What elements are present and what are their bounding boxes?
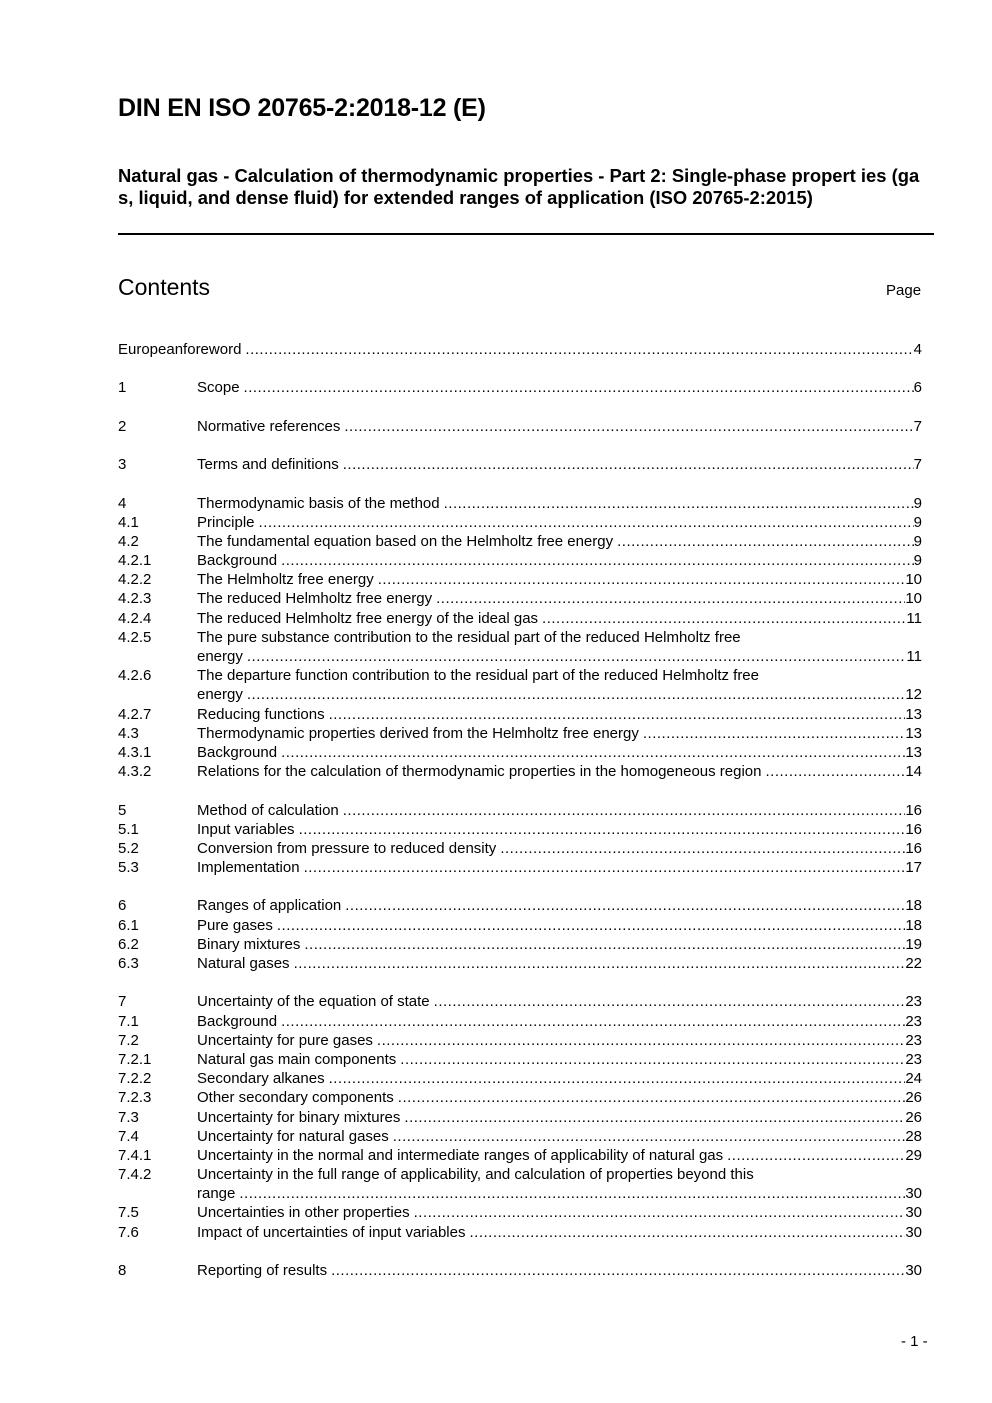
- toc-entry-title: Uncertainty for pure gases: [197, 1031, 373, 1049]
- toc-entry-number: 4.2.3: [118, 590, 152, 608]
- toc-entry-page: 18: [905, 916, 922, 934]
- toc-entry-title: Thermodynamic properties derived from the Helmholtz free energy: [197, 724, 639, 742]
- toc-entry-6-3[interactable]: [118, 954, 922, 973]
- toc-entry-7-1[interactable]: [118, 1012, 922, 1031]
- toc-entry-3[interactable]: [118, 455, 922, 474]
- toc-entry-page: 7: [913, 456, 922, 474]
- toc-entry-page: 30: [905, 1204, 922, 1222]
- toc-entry-4-2-7[interactable]: [118, 705, 922, 724]
- toc-entry-title: The reduced Helmholtz free energy of the ideal gas: [197, 609, 539, 627]
- toc-entry-4-2-3[interactable]: [118, 589, 922, 608]
- toc-leader-dots: [331, 1261, 905, 1280]
- toc-entry-page: 14: [905, 763, 922, 781]
- toc-entry-title: Ranges of application: [197, 897, 342, 915]
- toc-leader-dots: [378, 570, 906, 589]
- toc-leader-dots: [617, 532, 914, 551]
- toc-entry-number: 6.1: [118, 916, 139, 934]
- toc-entry-page: 10: [905, 590, 922, 608]
- toc-entry-1[interactable]: [118, 378, 922, 397]
- toc-entry-title: Reducing functions: [197, 705, 325, 723]
- toc-entry-7-4-1[interactable]: [118, 1146, 922, 1165]
- toc-entry-7-2-3[interactable]: [118, 1088, 922, 1107]
- toc-entry-4-3[interactable]: [118, 724, 922, 743]
- toc-entry-page: 11: [906, 648, 922, 665]
- toc-entry-4-2-6[interactable]: [118, 666, 922, 685]
- toc-entry-page: 11: [906, 609, 922, 627]
- toc-entry-7-2[interactable]: [118, 1031, 922, 1050]
- toc-entry-title: Normative references: [197, 417, 341, 435]
- toc-entry-title: Uncertainty for binary mixtures: [197, 1108, 401, 1126]
- toc-leader-dots: [281, 1012, 905, 1031]
- toc-entry-title: Impact of uncertainties of input variables: [197, 1223, 466, 1241]
- toc-leader-dots: [239, 1184, 905, 1203]
- toc-entry-page: 23: [905, 1012, 922, 1030]
- toc-entry-page: 13: [905, 705, 922, 723]
- toc-entry-number: 4.2: [118, 532, 139, 550]
- toc-entry-number: 4.3.1: [118, 743, 152, 761]
- toc-entry-number: 4.2.5: [118, 628, 152, 646]
- toc-entry-title: Natural gas main components: [197, 1050, 397, 1068]
- toc-entry-title: Background: [197, 743, 278, 761]
- toc-entry-title: Uncertainty in the normal and intermediate ranges of applicability of natural gas: [197, 1146, 724, 1164]
- title-rule: [118, 233, 934, 235]
- page-column-heading: Page: [886, 282, 922, 299]
- toc-entry-title: The fundamental equation based on the Helmholtz free energy: [197, 532, 614, 550]
- toc-entry-title: The departure function contribution to the residual part of the reduced Helmholtz free: [197, 667, 759, 685]
- toc-leader-dots: [304, 858, 906, 877]
- toc-entry-number: 8: [118, 1262, 127, 1279]
- toc-entry-page: 23: [905, 993, 922, 1011]
- toc-leader-dots: [281, 743, 905, 762]
- toc-entry-title: Natural gases: [197, 955, 290, 972]
- toc-entry-number: 4.2.2: [118, 571, 152, 589]
- toc-entry-title: Background: [197, 1012, 278, 1030]
- toc-leader-dots: [259, 513, 914, 532]
- toc-entry-5-2[interactable]: [118, 839, 922, 858]
- toc-entry-number: 7.2.3: [118, 1089, 152, 1107]
- table-of-contents: [118, 340, 922, 1280]
- toc-entry-6[interactable]: [118, 896, 922, 915]
- toc-entry-page: 16: [905, 839, 922, 857]
- toc-entry-7-4-2[interactable]: [118, 1165, 922, 1184]
- toc-entry-5-1[interactable]: [118, 820, 922, 839]
- toc-entry-page: 22: [905, 955, 922, 972]
- toc-entry-page: 9: [913, 552, 922, 570]
- toc-entry-number: 5.2: [118, 839, 139, 857]
- toc-leader-dots: [247, 647, 907, 666]
- toc-entry-title: Scope: [197, 379, 240, 397]
- toc-entry-title: Other secondary components: [197, 1089, 394, 1107]
- toc-entry-title: The Helmholtz free energy: [197, 571, 374, 589]
- toc-entry-number: 7.3: [118, 1108, 139, 1126]
- toc-entry-page: 9: [913, 513, 922, 531]
- toc-entry-page: 30: [905, 1223, 922, 1241]
- toc-entry-title: Uncertainty of the equation of state: [197, 993, 430, 1011]
- toc-entry-page: 6: [913, 379, 922, 397]
- toc-entry-title: Reporting of results: [197, 1262, 328, 1279]
- toc-entry-title: Uncertainty for natural gases: [197, 1127, 389, 1145]
- footer-page-number: - 1 -: [901, 1333, 928, 1350]
- toc-entry-number: 7: [118, 993, 127, 1011]
- toc-leader-dots: [444, 494, 914, 513]
- toc-entry-page: 23: [905, 1050, 922, 1068]
- toc-entry-4-2-1[interactable]: [118, 551, 922, 570]
- toc-entry-7-3[interactable]: [118, 1108, 922, 1127]
- toc-entry-number: 4.2.6: [118, 667, 152, 685]
- toc-leader-dots: [247, 685, 905, 704]
- toc-entry-5[interactable]: [118, 801, 922, 820]
- toc-entry-title: Conversion from pressure to reduced density: [197, 839, 497, 857]
- toc-entry-4-1[interactable]: [118, 513, 922, 532]
- toc-entry-page: 7: [913, 417, 922, 435]
- toc-entry-7[interactable]: [118, 992, 922, 1011]
- toc-entry-title: Relations for the calculation of thermodynamic properties in the homogeneous region: [197, 763, 762, 781]
- toc-entry-6-1[interactable]: [118, 916, 922, 935]
- toc-entry-number: 3: [118, 456, 127, 474]
- toc-entry-page: 12: [905, 686, 922, 704]
- toc-entry-page: 16: [905, 801, 922, 819]
- toc-entry-number: 4.2.4: [118, 609, 152, 627]
- toc-leader-dots: [400, 1050, 905, 1069]
- contents-heading: Contents: [118, 274, 211, 300]
- toc-leader-dots: [643, 724, 905, 743]
- toc-entry-page: 28: [905, 1127, 922, 1145]
- toc-leader-dots: [414, 1203, 906, 1222]
- toc-entry-4-2[interactable]: [118, 532, 922, 551]
- toc-entry-number: 4.2.1: [118, 552, 152, 570]
- toc-leader-dots: [343, 455, 914, 474]
- toc-entry-4-2-4[interactable]: [118, 609, 922, 628]
- toc-entry-number: 7.2: [118, 1031, 139, 1049]
- toc-leader-dots: [329, 1069, 906, 1088]
- toc-leader-dots: [766, 762, 906, 781]
- toc-entry-number: 6.2: [118, 935, 139, 953]
- toc-leader-dots: [434, 992, 906, 1011]
- toc-entry-title: Input variables: [197, 820, 295, 838]
- toc-entry-page: 26: [905, 1108, 922, 1126]
- toc-entry-7-2-2[interactable]: [118, 1069, 922, 1088]
- toc-entry-title: Binary mixtures: [197, 935, 301, 953]
- toc-entry-number: 7.6: [118, 1223, 139, 1241]
- toc-entry-number: 1: [118, 379, 127, 397]
- toc-entry-title: Uncertainty in the full range of applicability, and calculation of properties beyond this: [197, 1166, 754, 1184]
- toc-leader-dots: [244, 378, 914, 397]
- toc-entry-title: Background: [197, 552, 278, 570]
- toc-leader-dots: [281, 551, 914, 570]
- toc-entry-number: 7.2.2: [118, 1070, 152, 1088]
- toc-entry-number: 7.5: [118, 1204, 139, 1222]
- toc-entry-page: 13: [905, 724, 922, 742]
- toc-entry-page: 19: [905, 935, 922, 953]
- toc-entry-title: Pure gases: [197, 916, 273, 934]
- toc-entry-page: 29: [905, 1146, 922, 1164]
- toc-leader-dots: [304, 935, 905, 954]
- toc-entry-title: Method of calculation: [197, 801, 339, 819]
- toc-entry-4[interactable]: [118, 494, 922, 513]
- toc-leader-dots: [344, 417, 913, 436]
- toc-entry-page: 24: [905, 1070, 922, 1088]
- toc-entry-4-3-1[interactable]: [118, 743, 922, 762]
- toc-entry-7-5[interactable]: [118, 1203, 922, 1222]
- toc-entry-number: 7.2.1: [118, 1050, 152, 1068]
- toc-entry-4-2-6-continuation[interactable]: [118, 685, 922, 704]
- toc-leader-dots: [727, 1146, 905, 1165]
- toc-entry-7-2-1[interactable]: [118, 1050, 922, 1069]
- toc-leader-dots: [345, 896, 905, 915]
- document-subtitle: Natural gas - Calculation of thermodynamic properties - Part 2: Single-phase propert ies (gas, liquid, and dense fluid) for extended ranges of application (ISO 20765-2:2015): [118, 165, 920, 208]
- document-title: DIN EN ISO 20765-2:2018-12 (E): [118, 94, 486, 122]
- toc-entry-7-6[interactable]: [118, 1223, 922, 1242]
- toc-leader-dots: [329, 705, 906, 724]
- toc-entry-6-2[interactable]: [118, 935, 922, 954]
- toc-entry-title-continuation: energy: [197, 686, 243, 704]
- toc-entry-page: 23: [905, 1031, 922, 1049]
- toc-leader-dots: [469, 1223, 905, 1242]
- toc-entry-page: 9: [913, 494, 922, 512]
- toc-leader-dots: [436, 589, 905, 608]
- toc-entry-title: Secondary alkanes: [197, 1070, 325, 1088]
- toc-leader-dots: [404, 1108, 905, 1127]
- toc-entry-2[interactable]: [118, 417, 922, 436]
- toc-entry-7-4[interactable]: [118, 1127, 922, 1146]
- toc-entry-title-continuation: energy: [197, 648, 243, 665]
- toc-leader-dots: [343, 801, 906, 820]
- toc-entry-page: 10: [905, 571, 922, 589]
- toc-leader-dots: [398, 1088, 906, 1107]
- toc-entry-title: Thermodynamic basis of the method: [197, 494, 440, 512]
- toc-entry-page: 30: [905, 1185, 922, 1203]
- toc-entry-title: Europeanforeword: [118, 341, 242, 358]
- toc-entry-page: 18: [905, 897, 922, 915]
- toc-entry-page: 17: [905, 859, 922, 877]
- toc-entry-title: Uncertainties in other properties: [197, 1204, 410, 1222]
- toc-entry-page: 13: [905, 743, 922, 761]
- toc-entry-4-2-2[interactable]: [118, 570, 922, 589]
- toc-entry-number: 4: [118, 494, 127, 512]
- toc-leader-dots: [393, 1127, 906, 1146]
- toc-entry-5-3[interactable]: [118, 858, 922, 877]
- toc-entry-page: 9: [913, 532, 922, 550]
- toc-entry-page: 30: [905, 1262, 922, 1279]
- toc-leader-dots: [294, 954, 906, 973]
- toc-entry-number: 7.4.2: [118, 1166, 152, 1184]
- toc-entry-title: Implementation: [197, 859, 300, 877]
- toc-entry-4-2-5-continuation[interactable]: [118, 647, 922, 666]
- toc-entry-number: 7.1: [118, 1012, 139, 1030]
- toc-entry-page: 4: [913, 341, 922, 358]
- toc-leader-dots: [542, 609, 906, 628]
- toc-entry-number: 7.4.1: [118, 1146, 152, 1164]
- toc-entry-number: 5.3: [118, 859, 139, 877]
- toc-entry-number: 4.2.7: [118, 705, 152, 723]
- toc-entry-number: 4.3: [118, 724, 139, 742]
- toc-entry-title-continuation: range: [197, 1185, 236, 1203]
- toc-entry-number: 6: [118, 897, 127, 915]
- toc-leader-dots: [245, 340, 913, 359]
- toc-entry-4-3-2[interactable]: [118, 762, 922, 781]
- toc-entry-number: 7.4: [118, 1127, 139, 1145]
- toc-entry-foreword[interactable]: [118, 340, 922, 359]
- toc-leader-dots: [377, 1031, 905, 1050]
- toc-entry-number: 5.1: [118, 820, 139, 838]
- toc-entry-8[interactable]: [118, 1261, 922, 1280]
- toc-entry-4-2-5[interactable]: [118, 628, 922, 647]
- toc-entry-number: 4.1: [118, 513, 139, 531]
- toc-entry-title: Principle: [197, 513, 255, 531]
- toc-entry-page: 26: [905, 1089, 922, 1107]
- toc-leader-dots: [500, 839, 905, 858]
- toc-entry-7-4-2-continuation[interactable]: [118, 1184, 922, 1203]
- toc-entry-number: 4.3.2: [118, 763, 152, 781]
- toc-entry-page: 16: [905, 820, 922, 838]
- toc-entry-number: 2: [118, 417, 127, 435]
- toc-entry-title: The reduced Helmholtz free energy: [197, 590, 433, 608]
- toc-entry-title: Terms and definitions: [197, 456, 339, 474]
- toc-leader-dots: [299, 820, 906, 839]
- toc-leader-dots: [277, 916, 905, 935]
- toc-entry-title: The pure substance contribution to the residual part of the reduced Helmholtz free: [197, 628, 741, 646]
- toc-entry-number: 5: [118, 801, 127, 819]
- toc-entry-number: 6.3: [118, 955, 139, 972]
